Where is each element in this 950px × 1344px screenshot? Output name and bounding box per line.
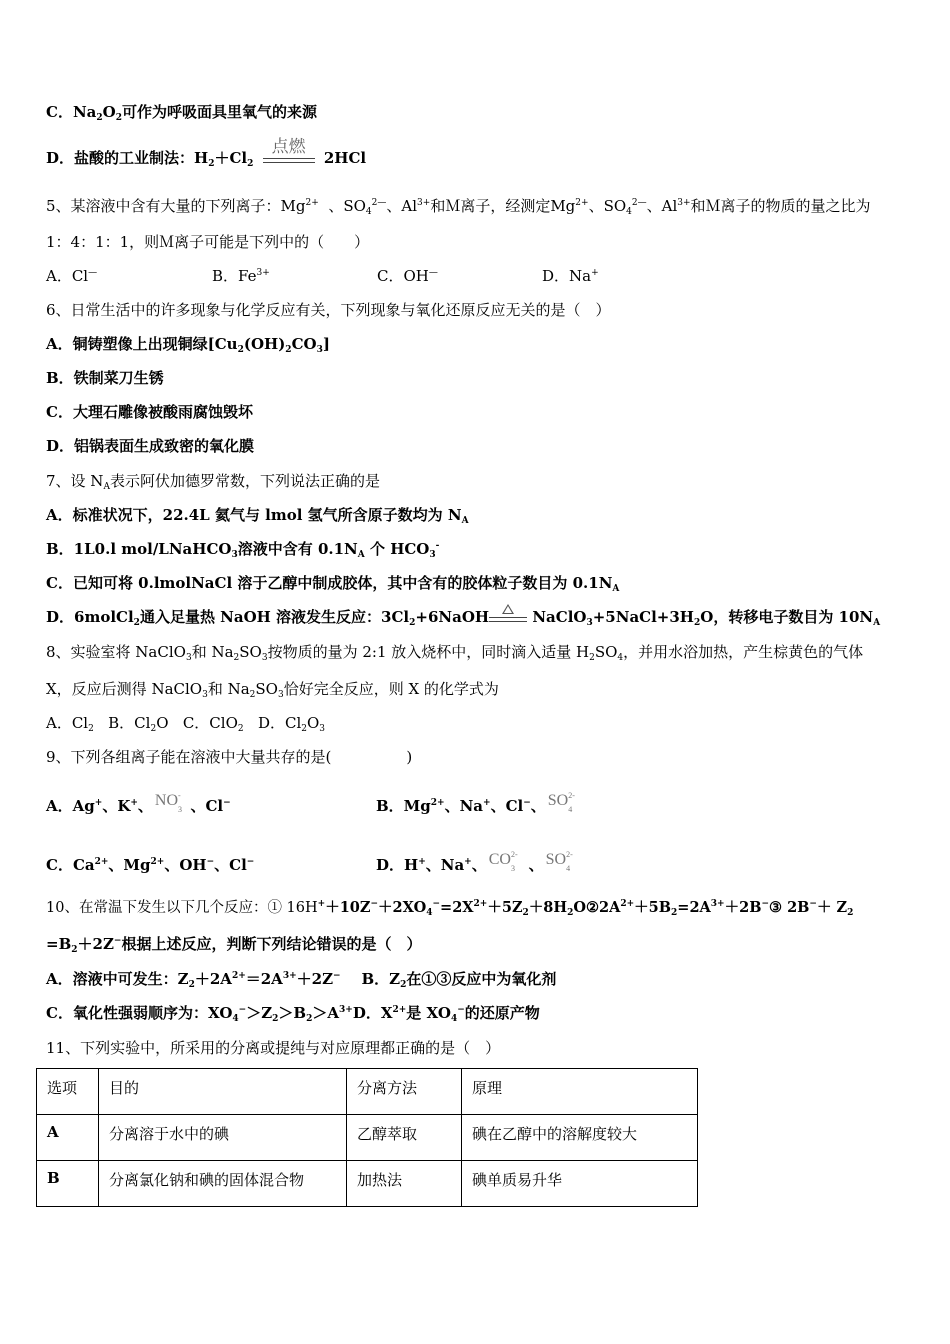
heat-condition-arrow	[489, 608, 527, 628]
q6-option-b: B．铁制菜刀生锈	[46, 369, 164, 387]
q9-options-cd	[46, 850, 573, 875]
table-cell: 碘单质易升华	[462, 1161, 698, 1207]
q7-stem: 7、设 $N_A$表示阿伏加德罗常数，下列说法正确的是	[46, 472, 380, 492]
q10-options-cd	[46, 1003, 540, 1023]
q9-option-a: A．Ag+、K+、 NO - 3 、Cl−	[46, 791, 231, 815]
nitrate-ion-image: NO - 3	[154, 791, 183, 814]
table-header-cell: 选项	[37, 1069, 99, 1115]
q7-option-c: C．已知可将 0.lmolNaCl 溶于乙醇中制成胶体，其中含有的胶体粒子数目为 $0.1N_A$	[46, 574, 620, 594]
q9-option-b: B．$Mg^{2+}$、Na+、Cl−、 SO 2- 4	[376, 791, 575, 815]
q8-option-a: A．$Cl_2$	[46, 714, 94, 734]
table-cell: 分离氯化钠和碘的固体混合物	[99, 1161, 347, 1207]
q8-options	[46, 713, 325, 733]
q8-option-d: D．$Cl_2O_3$	[257, 714, 326, 734]
table-cell: B	[37, 1161, 99, 1207]
table-cell: 碘在乙醇中的溶解度较大	[462, 1115, 698, 1161]
table-header-cell: 分离方法	[347, 1069, 462, 1115]
table-header-cell: 原理	[462, 1069, 698, 1115]
q9-option-c: C．$Ca^{2+}$、$Mg^{2+}$、OH−、Cl−	[46, 856, 255, 874]
q5-option-a: A．Cl—	[46, 267, 98, 285]
q5-stem: 5、某溶液中含有大量的下列离子：$Mg^{2+}$ 、$SO_4^{2—}$、$Al^{3+}$和Ｍ离子，经测定$Mg^{2+}$、$SO_4^{2—}$、$Al^{3+}$和Ｍ离子的物质的量之比为	[46, 197, 871, 217]
table-cell: A	[37, 1115, 99, 1161]
sulfate-ion-image: SO 2- 4	[547, 791, 575, 814]
q9-option-d: D．H+、Na+、 CO 2- 3 、 SO 2- 4	[376, 850, 573, 874]
q5-option-d: D．Na+	[542, 267, 599, 285]
q8-stem: 8、实验室将 NaClO$_3$和 $Na_2SO_3$按物质的量为 2:1 放入烧杯中，同时滴入适量 $H_2SO_4$，并用水浴加热，产生棕黄色的气体	[46, 643, 864, 663]
table-header-cell: 目的	[99, 1069, 347, 1115]
q9-options-ab	[46, 791, 575, 816]
q9-stem: 9、下列各组离子能在溶液中大量共存的是( )	[46, 748, 413, 766]
q6-option-c: C．大理石雕像被酸雨腐蚀毁坏	[46, 403, 253, 421]
sulfate-ion-image-2: SO 2- 4	[545, 850, 573, 873]
q6-stem: 6、日常生活中的许多现象与化学反应有关，下列现象与氧化还原反应无关的是（ ）	[46, 301, 611, 319]
carbonate-ion-image: CO 2- 3	[488, 850, 518, 873]
q5-option-b: B．$Fe^{3+}$	[212, 267, 270, 285]
q5-options	[46, 266, 599, 286]
q10-option-c: C．氧化性强弱顺序为：$XO_4^->Z_2>B_2>A^{3+}$	[46, 1004, 353, 1024]
q4-option-d: D．盐酸的工业制法：$H_2+Cl_2$ 点燃 2HCl	[46, 137, 367, 169]
q5-stem-line2: 1：4：1：1，则Ｍ离子可能是下列中的（ ）	[46, 233, 370, 251]
table-row	[37, 1161, 698, 1207]
q6-option-d: D．铝锅表面生成致密的氧化膜	[46, 437, 255, 455]
table-header-row	[37, 1069, 698, 1115]
q7-option-d: D．6molCl$_2$通入足量热 NaOH 溶液发生反应：$3Cl_2+6NaOH$ $NaClO_3+5NaCl+3H_2O$，转移电子数目为 $10N_A$	[46, 607, 880, 628]
q10-stem: 10、在常温下发生以下几个反应：① $16H^++10Z^-+2XO_4^-=2X^{2+}+5Z_2+8H_2O②2A^{2+}+5B_2=2A^{3+}+2B^-③$ $2B^-+ Z_2$	[46, 899, 854, 918]
q8-option-c: C．ClO$_2$	[182, 714, 244, 734]
q10-option-a: A．溶液中可发生：$Z_2+2A^{2+}=2A^{3+}+2Z^-$	[46, 970, 341, 990]
q10-options-ab	[46, 969, 556, 989]
table-cell: 乙醇萃取	[347, 1115, 462, 1161]
table-row	[37, 1115, 698, 1161]
ignition-condition-arrow: 点燃	[263, 149, 315, 169]
q6-option-a: A．铜铸塑像上出现铜绿$[Cu_2(OH)_2CO_3]$	[46, 335, 330, 355]
q8-stem-line2: X，反应后测得 NaClO$_3$和 $Na_2SO_3$恰好完全反应，则 X 的化学式为	[46, 680, 499, 700]
q10-stem-line2: $=B_2+2Z^-$根据上述反应，判断下列结论错误的是（ ）	[46, 935, 422, 955]
table-cell: 加热法	[347, 1161, 462, 1207]
q7-option-b: B．1L0.l mol/LNaHCO$_3$溶液中含有 $0.1N_A$ 个 $HCO_3^-$	[46, 540, 440, 560]
q10-option-b: B．$Z_2$在①③反应中为氧化剂	[361, 970, 557, 990]
q7-option-a: A．标准状况下，22.4L 氦气与 lmol 氢气所含原子数均为 $N_A$	[46, 506, 469, 526]
q5-option-c: C．OH—	[377, 267, 438, 285]
q11-stem: 11、下列实验中，所采用的分离或提纯与对应原理都正确的是（ ）	[46, 1039, 501, 1057]
q11-table	[36, 1068, 698, 1207]
q8-option-b: B．$Cl_2O$	[108, 714, 169, 734]
q4-option-c: C．$Na_2O_2$可作为呼吸面具里氧气的来源	[46, 103, 318, 123]
q10-option-d: D．$X^{2+}$是 $XO_4^-$的还原产物	[352, 1004, 540, 1024]
table-cell: 分离溶于水中的碘	[99, 1115, 347, 1161]
